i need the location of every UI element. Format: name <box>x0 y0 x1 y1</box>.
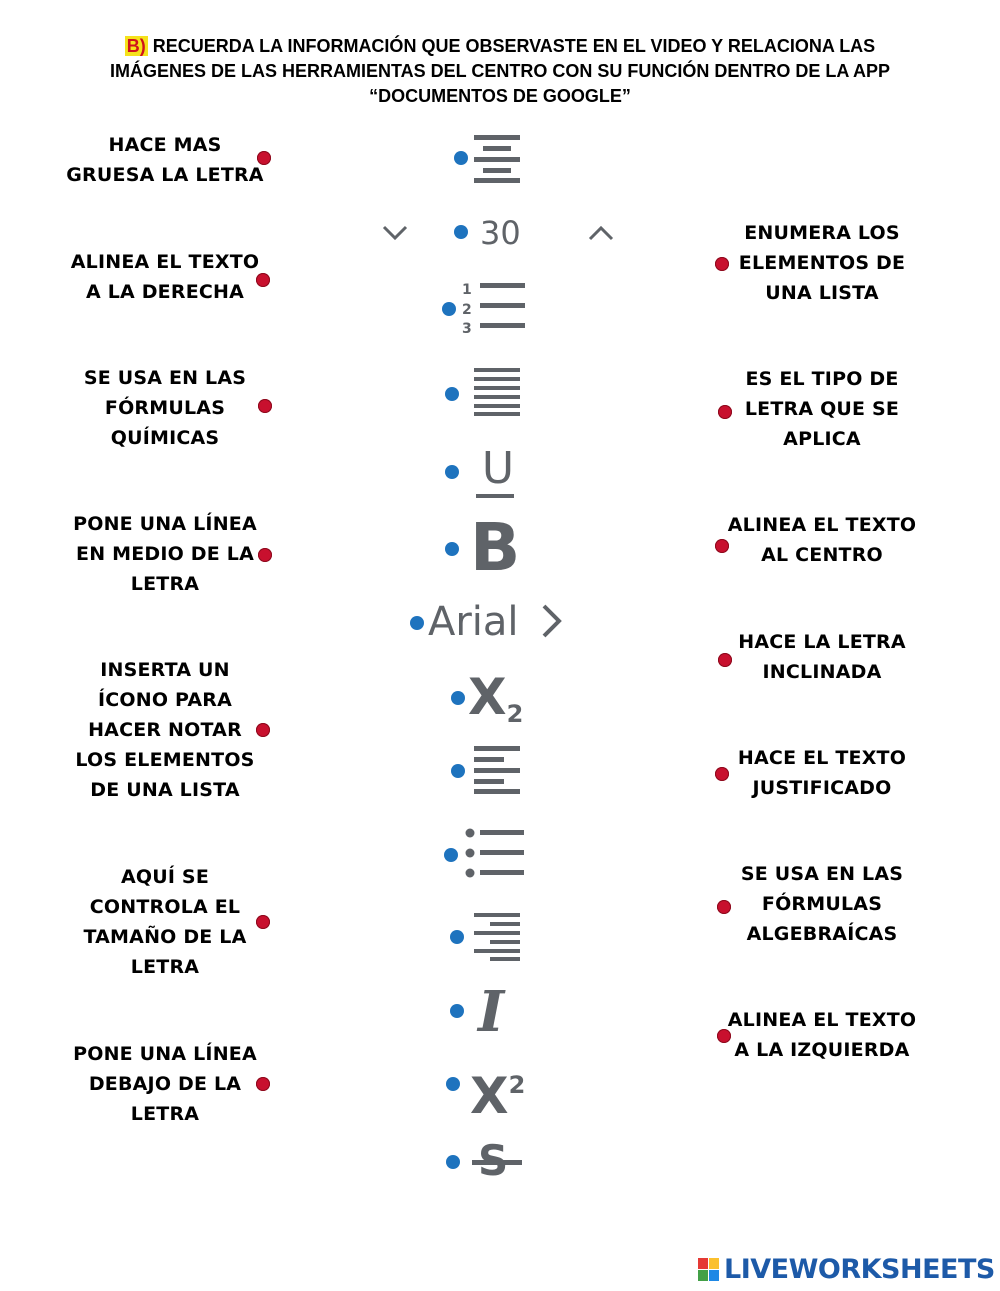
underline-icon: U <box>481 443 515 494</box>
instructions-header <box>40 34 960 109</box>
center-dot-subscript[interactable] <box>451 691 465 705</box>
center-dot-font[interactable] <box>410 616 424 630</box>
left-label-subscript: SE USA EN LAS FÓRMULAS QUÍMICAS <box>83 367 247 449</box>
left-connector-dot-7[interactable] <box>256 1077 270 1091</box>
left-label-bold: HACE MAS GRUESA LA LETRA <box>66 134 264 186</box>
left-label-bullets: INSERTA UN ÍCONO PARA HACER NOTAR LOS ELEMENTOS DE UNA LISTA <box>75 659 255 801</box>
bulleted-list-icon <box>464 828 524 878</box>
liveworksheets-logo-icon <box>698 1258 720 1282</box>
right-connector-dot-2[interactable] <box>718 405 732 419</box>
font-name-value: Arial <box>428 599 519 645</box>
center-dot-bold[interactable] <box>445 542 459 556</box>
right-label-superscript: SE USA EN LAS FÓRMULAS ALGEBRAÍCAS <box>740 863 904 945</box>
center-dot-superscript[interactable] <box>446 1077 460 1091</box>
left-connector-dot-5[interactable] <box>256 723 270 737</box>
chevron-down-icon[interactable] <box>382 224 408 242</box>
center-dot-align-center[interactable] <box>454 151 468 165</box>
align-right-icon <box>474 913 520 961</box>
numbered-list-icon <box>460 280 526 334</box>
justify-icon <box>474 368 520 416</box>
chevron-up-icon[interactable] <box>588 224 614 242</box>
right-connector-dot-4[interactable] <box>718 653 732 667</box>
left-connector-dot-6[interactable] <box>256 915 270 929</box>
right-label-italic: HACE LA LETRA INCLINADA <box>738 631 906 683</box>
superscript-icon: $X^2$ <box>470 1067 526 1125</box>
liveworksheets-brand <box>698 1254 998 1288</box>
svg-text:1: 1 <box>462 282 472 298</box>
right-label-font: ES EL TIPO DE LETRA QUE SE APLICA <box>744 368 900 450</box>
italic-icon: I <box>478 979 505 1045</box>
svg-text:2: 2 <box>462 302 472 318</box>
center-dot-align-right[interactable] <box>450 930 464 944</box>
center-dot-strikethrough[interactable] <box>446 1155 460 1169</box>
chevron-right-icon[interactable] <box>540 603 564 639</box>
left-label-align-right: ALINEA EL TEXTO A LA DERECHA <box>70 251 260 303</box>
align-center-icon <box>474 135 520 183</box>
center-dot-font-size[interactable] <box>454 225 468 239</box>
right-connector-dot-5[interactable] <box>715 767 729 781</box>
center-dot-italic[interactable] <box>450 1004 464 1018</box>
right-label-justify: HACE EL TEXTO JUSTIFICADO <box>737 747 907 799</box>
right-connector-dot-7[interactable] <box>717 1029 731 1043</box>
bold-icon: B <box>470 509 521 586</box>
right-label-align-left: ALINEA EL TEXTO A LA IZQUIERDA <box>727 1009 917 1061</box>
header-line-2: IMÁGENES DE LAS HERRAMIENTAS DEL CENTRO CON SU FUNCIÓN DENTRO DE LA APP <box>109 61 891 81</box>
brand-name: LIVEWORKSHEETS <box>724 1254 995 1285</box>
svg-text:3: 3 <box>462 321 472 334</box>
font-size-value: 30 <box>480 214 521 252</box>
center-dot-justify[interactable] <box>445 387 459 401</box>
header-line-3: “DOCUMENTOS DE GOOGLE” <box>369 86 631 106</box>
center-dot-underline[interactable] <box>445 465 459 479</box>
right-label-center: ALINEA EL TEXTO AL CENTRO <box>727 514 917 566</box>
right-connector-dot-3[interactable] <box>715 539 729 553</box>
left-label-underline: PONE UNA LÍNEA DEBAJO DE LA LETRA <box>73 1043 257 1125</box>
right-connector-dot-6[interactable] <box>717 900 731 914</box>
section-marker: B) <box>126 36 146 56</box>
left-connector-dot-1[interactable] <box>257 151 271 165</box>
left-connector-dot-2[interactable] <box>256 273 270 287</box>
left-connector-dot-4[interactable] <box>258 548 272 562</box>
center-dot-numbered-list[interactable] <box>442 302 456 316</box>
underline-bar <box>476 494 514 498</box>
subscript-icon: X2 <box>468 668 524 728</box>
left-label-strikethrough: PONE UNA LÍNEA EN MEDIO DE LA LETRA <box>73 513 257 595</box>
right-connector-dot-1[interactable] <box>715 257 729 271</box>
center-dot-bullets[interactable] <box>444 848 458 862</box>
left-connector-dot-3[interactable] <box>258 399 272 413</box>
header-line-1: B) RECUERDA LA INFORMACIÓN QUE OBSERVASTE EN EL VIDEO Y RELACIONA LAS <box>126 36 876 56</box>
strikethrough-bar <box>472 1160 522 1165</box>
center-dot-align-left[interactable] <box>451 764 465 778</box>
align-left-icon <box>474 746 520 794</box>
right-label-numbered: ENUMERA LOS ELEMENTOS DE UNA LISTA <box>738 222 906 304</box>
left-label-font-size: AQUÍ SE CONTROLA EL TAMAÑO DE LA LETRA <box>83 866 247 978</box>
